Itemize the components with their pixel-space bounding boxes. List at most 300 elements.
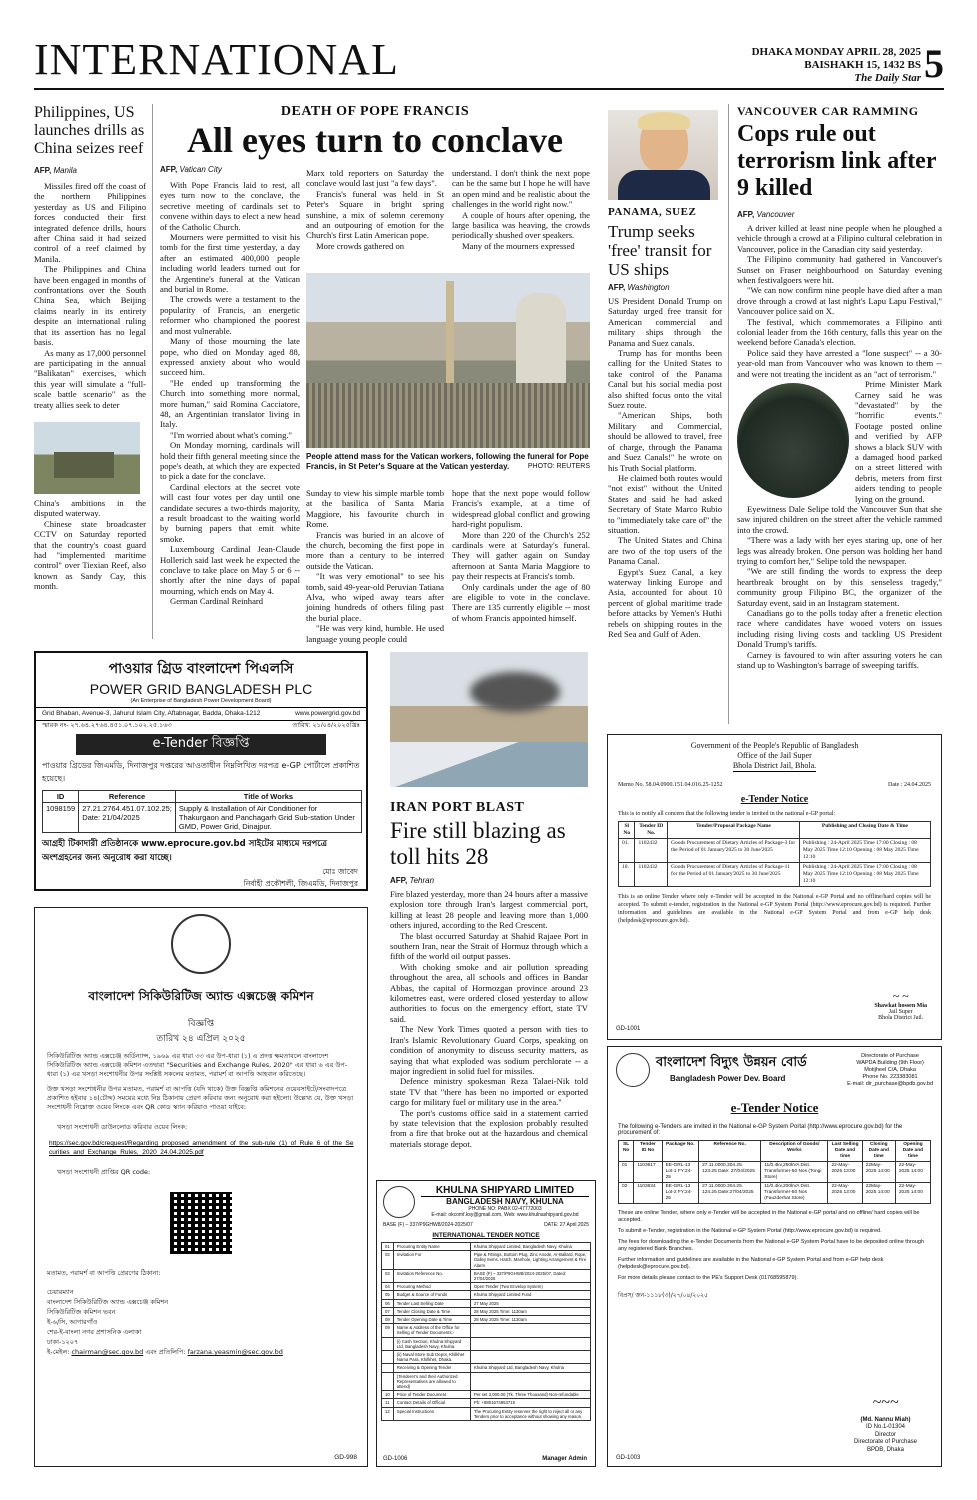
table-row: [382, 1251, 591, 1270]
tender-table: [618, 1140, 931, 1204]
table-cell: 10.: [619, 863, 635, 887]
table-cell: 08: [382, 1316, 394, 1324]
paragraph: "There was a lady with her eyes staring up, one of her legs was already broken. One person was holding her hand trying to comfort her," Selipe told the newspaper.: [737, 535, 942, 566]
table-cell: 01.: [619, 839, 635, 863]
date: DATE: 27 April 2025: [544, 1222, 589, 1228]
byline-agency: AFP,: [390, 876, 408, 885]
paragraph: "I'm worried about what's coming.": [170, 429, 293, 440]
note: To submit e-Tender, registration in the National e-GP System Portal (http://www.eprocure.gov.bd) is required.: [618, 1228, 882, 1234]
pope-col2-top: [306, 168, 444, 268]
byline-place: Washington: [627, 283, 670, 292]
table-cell: EE-GRL-13 Lot-2 FY:24-25: [662, 1183, 699, 1204]
paragraph: The Filipino community had gathered in Vancouver's Sunset on Fraser neighbourhood on Saturday evening when festivalgoers were hit.: [737, 254, 942, 286]
table-cell: [470, 1337, 590, 1350]
paragraph: With choking smoke and air pollution spreading throughout the area, all schools and offices in Bandar Abbas, the capital of Hormozgan province around 23 kilometres east, were ordered closed yesterday to allow authorities to focus on the emergency effort, state TV said.: [390, 961, 588, 1024]
table-cell: 06: [382, 1299, 394, 1307]
paragraph: Missiles fired off the coast of the northern Philippines yesterday as US and Filipino forces conducted their first integrated defence drills, hours after China said it had seized control of a reef claimed by Manila.: [34, 181, 146, 264]
table-cell: Per set 3,000.00 (Tk. Three Thousand) Non-refundable: [470, 1391, 590, 1399]
panama-article: [608, 206, 722, 726]
table-cell: 1102432: [635, 863, 668, 887]
intro: This is to notify all concern that the following tender is invited in the national e-GP portal:: [618, 811, 836, 817]
table-row: [43, 803, 362, 833]
table-cell: 22-May-2025 14:00: [895, 1162, 930, 1183]
signatory-title: Manager Admin: [542, 1456, 587, 1462]
table-cell: Goods Procurement of Dietary Articles of Package-3 for the Period of 01 January'2025 to 30 June'2025: [668, 839, 800, 863]
byline-place: Manila: [53, 166, 78, 175]
paragraph: Eyewitness Dale Selipe told the Vancouver Sun that she saw injured children on the street after the vehicle rammed into the crowd.: [737, 503, 942, 535]
col-header: Last Selling Date and time: [828, 1141, 862, 1162]
company-subtitle: (An Enterprise of Bangladesh Power Development Board): [130, 698, 272, 704]
table-cell: 01: [382, 1243, 394, 1251]
table-cell: (Tenderer's and their Authorized Representatives are allowed to attend): [393, 1372, 470, 1391]
paragraph: "We are still finding the words to express the deep heartbreak brought on by this senseless tragedy," community group Filipino BC, the organizer of the Saturday event, said in an Instagram statement.: [737, 566, 942, 608]
table-row: [382, 1351, 591, 1364]
headline: All eyes turn to conclave: [187, 120, 563, 160]
office-line: Motijheel C/A, Dhaka: [864, 1067, 916, 1073]
table-cell: 11/0.4kv,250kVA Dist. Transformer-50 Nos (Tongi Store): [761, 1162, 828, 1183]
etender-title: e-Tender বিজ্ঞপ্তি: [76, 734, 326, 755]
paragraph: Carney is favoured to win after assuring voters he can stand up to Washington's barrage of sweeping tariffs.: [737, 649, 942, 671]
phone: PHONE NO: PABX 02-47772003: [468, 1206, 542, 1212]
byline-agency: AFP,: [160, 165, 178, 174]
email-line: [47, 1347, 355, 1357]
website-link[interactable]: www.powergrid.gov.bd: [295, 710, 360, 717]
signatory-org: BPDB, Dhaka: [866, 1446, 904, 1453]
table-cell: Goods Procurement of Dietary Articles of Package-11 for the Period of 01 January'2025 to 30 June'2025: [668, 863, 800, 887]
byline: [160, 165, 300, 174]
power-grid-ad: [34, 651, 368, 891]
ad-code: GD-1001: [616, 1026, 641, 1032]
ad-code: GD-1003: [616, 1455, 641, 1461]
table-row: [619, 1162, 931, 1183]
signatory-dept: Directorate of Purchase: [853, 1439, 917, 1445]
byline: [390, 876, 588, 885]
paragraph: "It was very emotional" to see his tomb, said 49-year-old Peruvian Tatiana Alva, who wiped away tears after joining hundreds of others filing past the burial place.: [306, 571, 444, 623]
paragraph: A driver killed at least nine people when he ploughed a vehicle through a crowd at a Filipino cultural celebration in Vancouver, police in the Canadian city said yesterday.: [737, 223, 942, 254]
col-header: Publishing and Closing Date & Time: [799, 822, 930, 839]
philippines-article: [34, 104, 146, 639]
pope-col3-top: [452, 168, 590, 268]
qr-code[interactable]: [170, 1192, 232, 1254]
header-line: Office of the Jail Super: [737, 751, 812, 760]
email-link[interactable]: farzana.yeasmin@sec.gov.bd: [187, 1348, 283, 1356]
missile-launcher-photo: [34, 422, 140, 494]
cc-label: এবং প্রতিলিপি:: [145, 1348, 186, 1356]
signatory-name: (Md. Nannu Miah): [860, 1416, 911, 1423]
col-header: Title of Works: [175, 791, 361, 803]
org-name-en: Bangladesh Power Dev. Board: [670, 1074, 786, 1083]
paragraph: Trump has for months been calling for the United States to take control of the Panama Canal but his social media post also shifted focus onto the vital Suez route.: [608, 348, 722, 411]
paragraph: Only cardinals under the age of 80 are eligible to vote in the conclave. There are 135 currently eligible -- most of whom Francis appointed himself.: [452, 581, 590, 623]
table-cell: Tender Closing Date & Time: [393, 1307, 470, 1315]
table-row: [382, 1324, 591, 1337]
ad-code: GD-1006: [383, 1456, 408, 1462]
byline: [737, 210, 942, 219]
paragraph: Francis was buried in an alcove of the church, becoming the first pope in more than a century to be interred outside the Vatican.: [306, 529, 444, 571]
paragraph: A couple of hours after opening, the large basilica was heaving, the crowds periodically shushed over speakers.: [452, 209, 590, 241]
table-cell: Tender Opening Date & Time: [393, 1316, 470, 1324]
byline: [608, 283, 722, 292]
address-block: [35, 1279, 367, 1357]
paragraph: Prime Minister Mark Carney said he was "devastated" by the "horrific events." Footage posted online and verified by AFP shows a black SUV with a damaged hood parked on a street littered with debris, meters from first aiders tending to people lying on the ground.: [855, 379, 942, 504]
table-row: [382, 1372, 591, 1391]
signatory-title: নির্বাহী প্রকৌশলী, জিএমডি, দিনাজপুর: [243, 879, 358, 888]
table-cell: [382, 1337, 394, 1350]
table-cell: 07: [382, 1307, 394, 1315]
footer-text: আগ্রহী টিকাদারী প্রতিষ্ঠানকে www.eprocure.gov.bd সাইটের মাধ্যমে দরপত্রে অংশগ্রহনের জন্য অনুরোধ করা যাচ্ছে।: [42, 839, 327, 863]
office-line: Directorate of Purchase: [861, 1053, 919, 1059]
paragraph: hope that the next pope would follow Francis's example, at a time of widespread global conflict and growing hard-right populism.: [452, 488, 590, 530]
header-line: Government of the People's Republic of Bangladesh: [690, 741, 859, 750]
paragraph: Marx told reporters on Saturday the conclave would last just "a few days".: [306, 168, 444, 189]
header-line: Bhola District Jail, Bhola.: [732, 761, 817, 770]
shipyard-logo-icon: [383, 1186, 415, 1218]
memo-number: Memo No. 58.04.0900.151.04.016.25-1252: [618, 782, 723, 788]
office-line: WAPDA Building (9th Floor): [856, 1060, 924, 1066]
address-line: বাংলাদেশ সিকিউরিটিজ অ্যান্ড এক্সচেঞ্জ কমিশন: [47, 1298, 169, 1306]
table-cell: 22-May-2025 13:00: [828, 1162, 862, 1183]
paragraph: More than 220 of the Church's 252 cardinals were at Saturday's funeral. They will gather again on Sunday afternoon at Santa Maria Maggiore to pay their respects at Francis's tomb.: [452, 529, 590, 582]
masthead-rule: [34, 88, 944, 90]
paragraph: Cardinal electors at the secret vote will cast four votes per day until one candidate secures a two-thirds majority, a result broadcast to the waiting world by burning papers that emit white smoke.: [160, 481, 300, 544]
table-cell: 22-May-2025 13:00: [828, 1183, 862, 1204]
st-peters-square-photo: [306, 273, 590, 448]
table-cell: 04: [382, 1283, 394, 1291]
kicker: VANCOUVER CAR RAMMING: [737, 104, 919, 118]
vancouver-article: [737, 104, 942, 734]
signatory-id: ID No.1-01304: [865, 1424, 905, 1430]
notice-title: e-Tender Notice: [730, 1100, 819, 1115]
table-cell: 12: [382, 1407, 394, 1420]
note: These are online Tender, where only e-Tender will be accepted in the National e-GP portal and no offline/ hard copies will be accepted.: [618, 1210, 920, 1223]
paragraph: Defence ministry spokesman Reza Talaei-Nik told state TV that "there has been no imported or exported cargo for military fuel or military use in the area.": [390, 1076, 588, 1108]
signatory-title: Director: [874, 1431, 896, 1438]
table-cell: Pipe & Fittings, Bottom Plug, Zinc Anode, Ar-Ballard, Rope, Galley Items, Hatch, Manhole, Lighting Arrangement & Fire Alarm: [470, 1251, 590, 1270]
table-cell: 11/0.4kv,200kVA Dist. Transformer-50 Nos (Fauzderhat Store): [761, 1183, 828, 1204]
headline: Cops rule out terrorism link after 9 killed: [737, 121, 937, 201]
bangla-date: BAISHAKH 15, 1432 BS: [804, 59, 921, 71]
signature-scribble: ~~~: [872, 1393, 899, 1411]
table-row: [382, 1307, 591, 1315]
table-cell: (ii) Naval Store Sub Depot, Khilkhet Nama Para, Khilkhet, Dhaka.: [393, 1351, 470, 1364]
table-cell: 09: [382, 1324, 394, 1337]
table-cell: Publishing : 24-April 2025 Time 17:00 Closing : 08 May 2025 Time 12:10 Opening : 08 May 2025 Time 12:10: [799, 839, 930, 863]
crime-scene-photo: [737, 383, 849, 498]
address-line: শের-ই-বাংলা নগর প্রশাসনিক এলাকা: [47, 1328, 142, 1336]
column-divider: [728, 104, 729, 724]
col-header: SL No: [619, 1141, 634, 1162]
signature-block: [853, 1393, 917, 1455]
table-row: [382, 1299, 591, 1307]
col-header: Tender ID No: [634, 1141, 662, 1162]
email: E-mail: okcomf.ksy@gmail.com, Web: www.khulnashipyard.gov.bd: [431, 1212, 579, 1218]
company-name-bn: পাওয়ার গ্রিড বাংলাদেশ পিএলসি: [108, 661, 294, 677]
table-cell: [470, 1372, 590, 1391]
table-cell: 01: [619, 1162, 634, 1183]
port-blast-aerial-photo: [390, 652, 588, 787]
table-row: [382, 1283, 591, 1291]
paragraph: The blast occurred Saturday at Shahid Rajaee Port in southern Iran, near the Strait of Hormuz through which a fifth of the world oil output passes.: [390, 930, 588, 962]
table-cell: 02: [619, 1183, 634, 1204]
notice-title: e-Tender Notice: [740, 794, 809, 805]
col-header: ID: [43, 791, 79, 803]
headline: Fire still blazing as toll hits 28: [390, 818, 566, 869]
paragraph: Police said they have arrested a "lone suspect" -- a 30-year-old man from Vancouver who was known to them -- and were not treating the incident as an "act of terrorism.": [737, 347, 942, 379]
tender-table: [381, 1242, 591, 1421]
table-cell: Ph: +8801674953715: [470, 1399, 590, 1407]
para: সিকিউরিটিজ অ্যান্ড এক্সচেঞ্জ অর্ডিন্যান্স, ১৯৬৯ এর ধারা ৩৩ এর উপ-ধারা (১) এ প্রদত্ত ক্ষমতাবলে বাংলাদেশ সিকিউরিটিজ অ্যান্ড এক্সচেঞ্জ কমিশন এতদ্বারা "Securities and Exchange Rules, 2020" এর ধারা ৬ এর উপ-ধারা (১) এর খসড়া সংশোধনীর উপর সংশ্লিষ্ট সকলের মতামত, পরামর্শ বা আপত্তি আহবান করিতেছে।: [47, 1052, 348, 1078]
col-header: Tender/Proposal Package Name: [668, 822, 800, 839]
pope-col1: [160, 165, 300, 645]
table-cell: 1102432: [635, 839, 668, 863]
table-cell: 22May-2025 14:00: [862, 1162, 895, 1183]
paragraph: Many of those mourning the late pope, who died on Monday aged 88, expressed anxiety about who would succeed him.: [160, 336, 300, 378]
address-line: ঢাকা-১২০৭: [47, 1338, 79, 1346]
ad-date: তারিখ ২৪ এপ্রিল ২০২৫: [156, 1034, 246, 1044]
memo-number: স্মারক নং- ২৭.৬৪.২৭৬৪.৪৫১.০৭.১০২.২৫.১৬৩: [42, 722, 172, 729]
paragraph: Fire blazed yesterday, more than 24 hours after a massive explosion tore through Iran's largest commercial port, killing at least 28 people and leaving more than 1,000 others injured, according to the Red Crescent.: [390, 889, 588, 931]
table-cell: Procuring Entity Name: [393, 1243, 470, 1251]
signature-scribble: ~ ~: [892, 989, 909, 1003]
headline: Trump seeks 'free' transit for US ships: [608, 222, 712, 279]
paragraph: US President Donald Trump on Saturday urged free transit for American commercial and military ships through the Panama and Suez canals.: [608, 296, 722, 348]
paragraph: German Cardinal Reinhard: [170, 596, 264, 607]
paragraph: Francis's funeral was held in St Peter's Square in bright spring sunshine, a mix of solemn ceremony and an outpouring of emotion for the Church's first Latin American pope.: [306, 188, 444, 241]
table-cell: Receiving & Opening Tender: [393, 1364, 470, 1372]
table-cell: 27.11.0000.304.25. 123.25 Date: 27/04/2025: [699, 1162, 761, 1183]
company-name: KHULNA SHIPYARD LIMITED: [421, 1185, 589, 1197]
table-row: [619, 839, 931, 863]
paragraph: More crowds gathered on: [316, 240, 405, 251]
address-line: সিকিউরিটিজ কমিশন ভবন: [47, 1308, 116, 1316]
table-cell: BASE (F) – 337/P9GHW8/2024-2025/07, Dated: 27/04/2025: [470, 1269, 590, 1282]
tender-table: [618, 821, 931, 887]
memo-date: তারিখ: ২১/০৪/২০২৫খ্রিঃ: [292, 722, 360, 729]
org-name-bn: বাংলাদেশ বিদ্যুৎ উন্নয়ন বোর্ড: [656, 1055, 807, 1070]
table-cell: Procuring Method: [393, 1283, 470, 1291]
table-cell: 22May-2025 14:00: [862, 1183, 895, 1204]
page-number: 5: [924, 41, 944, 86]
paragraph: "American Ships, both Military and Commercial, should be allowed to travel, free of charge, through the Panama and Suez Canals!" he wrote on his Truth Social platform.: [608, 410, 722, 473]
table-cell: Publishing : 24-April 2025 Time 17:00 Closing : 08 May 2025 Time 12:10 Opening : 08 May 2025 Time 12:10: [799, 863, 930, 887]
table-cell: 10: [382, 1391, 394, 1399]
table-cell: 27 May 2025: [470, 1299, 590, 1307]
table-cell: Special Instructions: [393, 1407, 470, 1420]
paragraph: Many of the mourners expressed: [462, 240, 575, 251]
table-cell: Price of Tender Document: [393, 1391, 470, 1399]
paragraph: China's ambitions in the disputed waterway.: [34, 497, 146, 519]
paragraph: Egypt's Suez Canal, a key waterway linking Europe and Asia, accounted for about 10 percent of global maritime trade before attacks by Yemen's Huthi rebels on shipping routes in the Red Sea and Gulf of Aden.: [608, 566, 722, 639]
table-cell: Contact Details of Official: [393, 1399, 470, 1407]
address-line: চেয়ারম্যান: [47, 1288, 74, 1296]
table-cell: [382, 1364, 394, 1372]
col-header: Package No.: [662, 1141, 699, 1162]
cell: 27.21.2764.451.07.102.25; Date: 21/04/2025: [79, 803, 176, 833]
paragraph: With Pope Francis laid to rest, all eyes turn now to the conclave, the secretive meeting of cardinals set to convene within days to elect a new head of the Catholic Church.: [160, 180, 300, 232]
signatory-name: মোঃ জাবেদ: [322, 867, 358, 876]
address: Grid Bhaban, Avenue-3, Jahurul Islam City, Aftabnagar, Badda, Dhaka-1212: [42, 710, 261, 717]
pope-col2-bottom: [306, 488, 444, 644]
col-header: Sl No: [619, 822, 635, 839]
bpdb-logo-icon: [616, 1053, 650, 1087]
ad-code: GD-998: [334, 1454, 357, 1461]
trump-portrait-photo: [608, 110, 718, 200]
table-cell: 02: [382, 1251, 394, 1270]
paragraph: "We can now confirm nine people have died after a man drove through a crowd at last night's Lapu Lapu Festival," Vancouver police said on X.: [737, 285, 942, 317]
table-cell: 11: [382, 1399, 394, 1407]
paragraph: The port's customs office said in a statement carried by state television that the explosion probably resulted from a fire that broke out at the hazardous and chemical materials storage depot.: [390, 1107, 588, 1149]
kicker: DEATH OF POPE FRANCIS: [280, 104, 470, 119]
kicker: PANAMA, SUEZ: [608, 206, 697, 218]
cell: Supply & Installation of Air Conditioner for Thakurgaon and Panchagarh Grid Sub-station Under GMD, Power Grid, Dinajpur.: [175, 803, 361, 833]
paragraph: Chinese state broadcaster CCTV on Saturday reported that the country's coast guard had "implemented maritime control" over Tiexian Reef, also known as Sandy Cay, this month.: [34, 518, 146, 592]
memo-date: Date : 24.04.2025: [888, 782, 931, 788]
photo-caption: [306, 452, 590, 482]
table-cell: 28 May 2025 Time: 1130am: [470, 1316, 590, 1324]
table-row: [619, 1183, 931, 1204]
photo-credit: PHOTO: REUTERS: [527, 463, 590, 470]
section-title: INTERNATIONAL: [34, 35, 399, 84]
paragraph: The United States and China are two of the top users of the Panama Canal.: [608, 535, 722, 567]
table-cell: [382, 1372, 394, 1391]
table-cell: 1103617: [634, 1162, 662, 1183]
tender-table: [42, 790, 362, 833]
table-row: [382, 1269, 591, 1282]
table-cell: (i) Cash Section, Khulna Shipyard Ltd, Bangladesh Navy, Khulna: [393, 1337, 470, 1350]
paragraph: The festival, which commemorates a Filipino anti colonial leader from the 16th century, falls this year on the weekend before Canada's election.: [737, 316, 942, 348]
paragraph: As many as 17,000 personnel are participating in the annual "Balikatan" exercises, which this year will simulate a "full-scale battle scenario" as the treaty allies seek to deter: [34, 347, 146, 410]
table-cell: Name & Address of the Office for Selling of Tender Documents:-: [393, 1324, 470, 1337]
table-row: [382, 1337, 591, 1350]
sec-logo-icon: [171, 914, 231, 974]
sec-ad: [34, 907, 368, 1467]
address-label: মতামত, পরামর্শ বা আপত্তি প্রেরণের ঠিকানা:: [47, 1269, 161, 1277]
table-cell: [470, 1324, 590, 1337]
table-cell: EE-GRL-13 Lot-1 FY:24-25: [662, 1162, 699, 1183]
table-cell: Khulna Shipyard Limited, Bangladesh Navy, Khulna: [470, 1243, 590, 1251]
paragraph: He claimed both routes would "not exist" without the United States and said he had asked Secretary of State Marco Rubio to "immediately take care of" the situation.: [608, 472, 722, 535]
table-row: [619, 863, 931, 887]
ad-title: বাংলাদেশ সিকিউরিটিজ অ্যান্ড এক্সচেঞ্জ কমিশন: [88, 989, 314, 1003]
table-row: [382, 1291, 591, 1299]
paragraph: Sunday to view his simple marble tomb at the basilica of Santa Maria Maggiore, his favourite church in Rome.: [306, 488, 444, 530]
col-header: Description of Goods/ Works: [761, 1141, 828, 1162]
byline-agency: AFP,: [34, 166, 52, 175]
col-header: Closing Date and time: [862, 1141, 895, 1162]
table-row: [382, 1391, 591, 1399]
notice-title: INTERNATIONAL TENDER NOTICE: [432, 1232, 540, 1239]
column-divider: [152, 104, 153, 639]
byline-place: Tehran: [409, 876, 435, 885]
caption-text: People attend mass for the Vatican workers, following the funeral for Pope Francis, in St Peter's Square at the Vatican yesterday.: [306, 452, 589, 471]
company-sub: BANGLADESH NAVY, KHULNA: [446, 1197, 564, 1206]
byline: [34, 166, 146, 175]
intro: পাওয়ার গ্রিডের জিএমডি, দিনাজপুর দপ্তরের আওতাধীন নিম্নলিখিত দরপত্র e-GP পোর্টালে প্রকাশিত হয়েছে।: [42, 761, 360, 783]
para: উক্ত খসড়া সংশোধনীর উপর মতামত, পরামর্শ বা আপত্তি (যদি থাকে) উক্ত বিজ্ঞপ্তি কমিশনের ওয়েবসাইটে/সংবাদপত্রে প্রকাশিত হইবার ১৪(চৌদ্দ) সময়ের মধ্যে নিম্ন ঠিকানায় প্রেরণ করিবার জন্য অনুরোধ করা হইলো। উল্লেখ্য যে, উক্ত খসড়া সংশোধনী নিম্নোক্ত ওয়েব লিংকে এবং QR কোড স্ক্যান করিয়াও পাওয়া যাইবে:: [47, 1085, 354, 1111]
dateline: [752, 46, 921, 85]
table-cell: 1103634: [634, 1183, 662, 1204]
col-header: Tender ID No.: [635, 822, 668, 839]
table-cell: 03: [382, 1269, 394, 1282]
note: Further information and guidelines are available in the National e-GP System Portal and from e-GP help desk (helpdesk@eprocure.gov.bd).: [618, 1257, 884, 1270]
table-row: [382, 1316, 591, 1324]
intro: The following e-Tenders are invited in the National e-GP System Portal (http://www.eprocure.gov.bd) for the procurement of:: [618, 1124, 903, 1136]
paragraph: "He was very kind, humble. He used language young people could: [306, 623, 444, 644]
note: For more details please contact to the PE's Support Desk (01768595879).: [618, 1275, 798, 1281]
col-header: Reference No.: [699, 1141, 761, 1162]
paragraph: "He ended up transforming the Church into something more normal, more human," said Romina Cacciatore, 48, an Argentinian translator living in Italy.: [160, 377, 300, 430]
ad-subtitle: বিজ্ঞপ্তি: [187, 1019, 215, 1029]
table-cell: 27.11.0000.304.25. 124.25 Date:27/04/2025: [699, 1183, 761, 1204]
company-name-en: POWER GRID BANGLADESH PLC: [89, 681, 313, 697]
table-row: [382, 1243, 591, 1251]
document-link[interactable]: https://sec.gov.bd/crequest/Regarding_proposed_amendment_of_the_sub-rule_(1)_of_Rule_6_of_the_Securities_and_Exchange_Rules,_2020_24.04.2025.pdf: [49, 1140, 354, 1156]
signature-block: [874, 989, 927, 1021]
table-cell: 05: [382, 1291, 394, 1299]
paragraph: Mourners were permitted to visit his tomb for the first time yesterday, a day after an estimated 400,000 people including world leaders turned out for the Argentine's funeral at the Vatican and burial in Rome.: [160, 232, 300, 295]
link-label: খসড়া সংশোধনী ডাউনলোড করিবার ওয়েব লিংক:: [57, 1123, 188, 1131]
table-cell: Budget & Source of Funds: [393, 1291, 470, 1299]
qr-label: খসড়া সংশোধনী প্রাপ্তির QR code:: [57, 1168, 151, 1176]
paragraph: The New York Times quoted a person with ties to Iran's Islamic Revolutionary Guard Corps, speaking on condition of anonymity to discuss security matters, as saying that what exploded was sodium perchlorate -- a major ingredient in solid fuel for missiles.: [390, 1024, 588, 1076]
paragraph: Canadians go to the polls today after a frenetic election race where candidates have wooed voters on issues including rising living costs and tackling US President Donald Trump's tariffs.: [737, 608, 942, 650]
headline: Philippines, US launches drills as China seizes reef: [34, 104, 145, 157]
col-header: Opening Date and time: [895, 1141, 930, 1162]
email-label: ই-মেইল:: [47, 1348, 70, 1356]
table-cell: 22-May-2025 14:00: [895, 1183, 930, 1204]
table-cell: The Procuring Entity reserves the right to reject all or any Tenders prior to acceptance without showing any reason.: [470, 1407, 590, 1420]
reference: BASE (F) – 337/P9GHW8/2024-2025/07: [383, 1222, 473, 1228]
table-cell: Open Tender (Two Envelop System): [470, 1283, 590, 1291]
signatory-place: Bhola District Jail.: [878, 1015, 924, 1021]
memo-number: বিপ্রস/ জন-১১১৮(৩)/২৭/০৪/২০২৫: [618, 1292, 708, 1299]
col-header: Reference: [79, 791, 176, 803]
paragraph: Luxembourg Cardinal Jean-Claude Hollerich said last week he expected the conclave to take place on May 5 or 6 -- shortly after the nine days of papal mourning, which ends on May 4.: [160, 544, 300, 596]
email-link[interactable]: chairman@sec.gov.bd: [71, 1348, 144, 1356]
byline-agency: AFP,: [737, 210, 755, 219]
jail-ad: [607, 734, 942, 1040]
kicker: IRAN PORT BLAST: [390, 800, 525, 815]
table-row: [382, 1364, 591, 1372]
table-cell: Khulna Shipyard Limited Fund: [470, 1291, 590, 1299]
cell: 1098159: [43, 803, 79, 833]
paragraph: The crowds were a testament to the popularity of Francis, an energetic reformer who championed the poorest and most vulnerable.: [160, 294, 300, 336]
table-cell: Invitation For: [393, 1251, 470, 1270]
table-cell: Khulna Shipyard Ltd, Bangladesh Navy, Khulna: [470, 1364, 590, 1372]
date: DHAKA MONDAY APRIL 28, 2025: [751, 46, 921, 58]
newspaper-name: The Daily Star: [854, 72, 921, 84]
office-line: Phone No. 223383081: [862, 1074, 918, 1080]
signatory-title: Jail Super: [888, 1009, 913, 1015]
address-line: ই-৬/সি, আগারগাঁও: [47, 1318, 98, 1326]
table-cell: [382, 1351, 394, 1364]
table-cell: [470, 1351, 590, 1364]
table-row: [382, 1399, 591, 1407]
byline-agency: AFP,: [608, 283, 626, 292]
byline-place: Vancouver: [756, 210, 795, 219]
khulna-shipyard-ad: [376, 1180, 596, 1467]
byline-place: Vatican City: [179, 165, 222, 174]
iran-article: [390, 800, 588, 1170]
paragraph: The Philippines and China have been engaged in months of confrontations over the South China Sea, which Beijing claims nearly in its entirety despite an international ruling that its assertion has no legal basis.: [34, 264, 146, 348]
notes: [608, 1206, 941, 1286]
table-cell: Tender Last Selling Date: [393, 1299, 470, 1307]
bpdb-ad: [607, 1046, 942, 1467]
signatory-name: Shawkat hossen Mia: [874, 1003, 927, 1009]
table-row: [382, 1407, 591, 1420]
table-cell: Invitation Reference No.: [393, 1269, 470, 1282]
paragraph: On Monday morning, cardinals will hold their fifth general meeting since the pope's death, at which they are expected to pick a date for the conclave.: [160, 440, 300, 482]
